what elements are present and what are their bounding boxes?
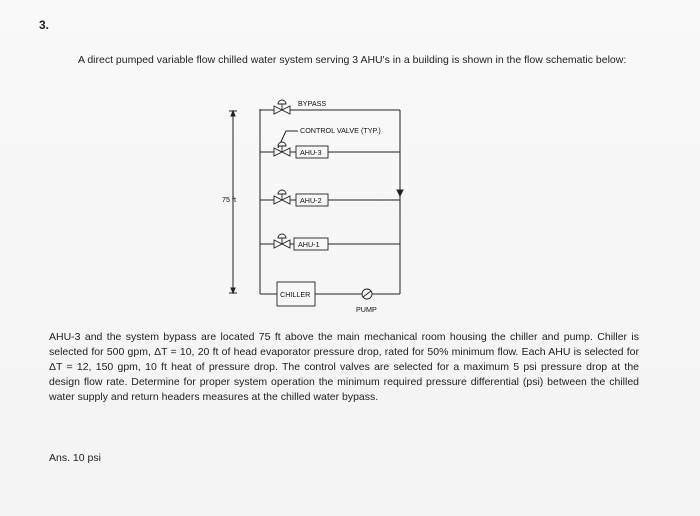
ahu1-label: AHU-1: [298, 240, 320, 249]
flow-schematic: [220, 94, 420, 319]
pump-icon: [362, 289, 372, 299]
question-number: 3.: [39, 18, 50, 32]
ahu2-control-valve-icon: [274, 190, 290, 204]
answer-text: Ans. 10 psi: [49, 452, 101, 464]
control-valve-label: CONTROL VALVE (TYP.): [300, 126, 381, 135]
height-label: 75 ft: [222, 195, 236, 204]
ahu3-label: AHU-3: [300, 148, 322, 157]
bypass-label: BYPASS: [298, 99, 327, 108]
pump-label: PUMP: [356, 305, 377, 314]
ahu3-control-valve-icon: [274, 142, 290, 156]
question-body: AHU-3 and the system bypass are located 75 ft above the main mechanical room housing the chiller and pump. Chiller is selected for 500 gpm, ΔT = 10, 20 ft of head evaporator pressure drop, rated for 50% minimum flow. Each AHU is selected for ΔT = 12, 150 gpm, 10 ft heat of pressure drop. The control valves are selected for a maximum 5 psi pressure drop at the design flow rate. Determine for proper system operation the minimum required pressure differential (psi) between the chilled water supply and return headers measures at the chilled water bypass.: [49, 331, 639, 403]
chiller-label: CHILLER: [280, 290, 311, 299]
ahu2-label: AHU-2: [300, 196, 322, 205]
question-intro: A direct pumped variable flow chilled water system serving 3 AHU's in a building is shown in the flow schematic below:: [78, 54, 627, 66]
bypass-control-valve-icon: [274, 100, 290, 114]
ahu1-control-valve-icon: [274, 234, 290, 248]
